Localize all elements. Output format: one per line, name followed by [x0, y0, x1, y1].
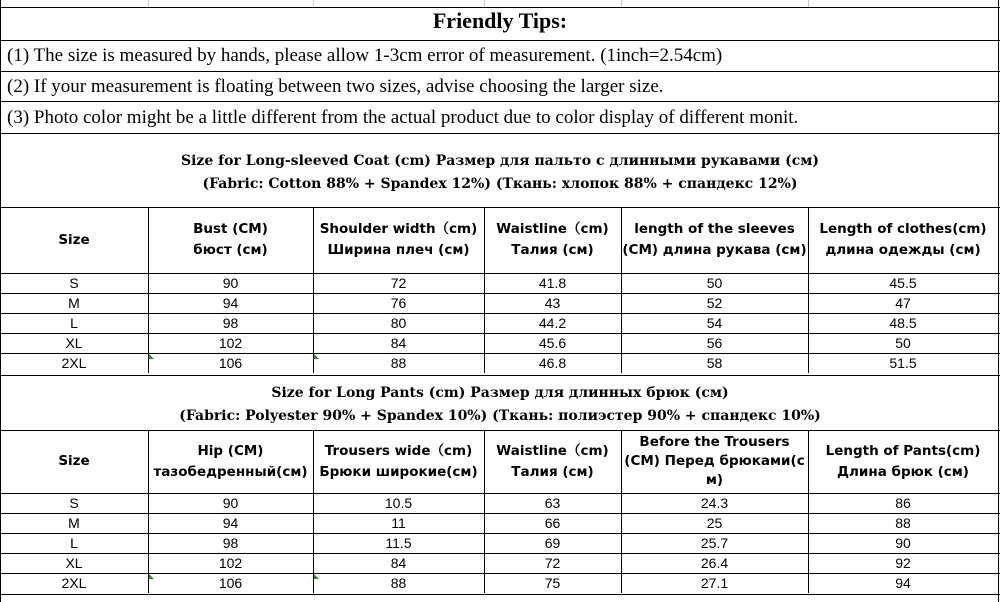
divider: [0, 40, 1000, 41]
header-label: Waistline（cm): [496, 221, 609, 237]
pants-cell: L: [70, 535, 78, 551]
coat-header-col-3: [484, 207, 621, 273]
coat-cell: 102: [218, 335, 243, 351]
pants-cell: 94: [222, 515, 239, 531]
pants-cell: 92: [895, 555, 911, 571]
coat-cell: 50: [706, 275, 723, 291]
header-label: (CM) Перед брюками(с: [624, 453, 805, 469]
coat-cell: L: [70, 315, 78, 331]
pants-cell: 26.4: [700, 555, 729, 571]
pants-cell: 86: [895, 495, 911, 511]
cell-comment-marker: [149, 354, 154, 359]
coat-cell: 52: [706, 295, 723, 311]
header-label: Length of Pants(cm): [825, 442, 981, 459]
tip-line-1: (1) The size is measured by hands, please allow 1-3cm error of measurement. (1inch=2.54cm): [7, 45, 723, 66]
coat-cell: 90: [222, 275, 239, 291]
coat-cell: 56: [706, 335, 723, 351]
coat-cell: 45.5: [889, 275, 917, 291]
grid-stub: [148, 0, 149, 7]
pants-cell: 72: [544, 555, 561, 571]
header-label: length of the sleeves: [634, 221, 795, 237]
pants-cell: 27.1: [700, 575, 729, 591]
coat-cell: 84: [390, 335, 407, 351]
coat-cell: 2XL: [61, 355, 87, 371]
pants-header-col-4: [621, 430, 808, 493]
coat-header-col-4: [621, 207, 808, 273]
coat-cell: 58: [706, 355, 723, 371]
header-label: Size: [58, 453, 90, 469]
pants-cell: 98: [222, 535, 239, 551]
coat-title: Size for Long-sleeved Coat (cm) Размер для пальто с длинными рукавами (см): [180, 153, 820, 169]
coat-cell: 41.8: [538, 275, 567, 291]
pants-header-col-2: [313, 430, 484, 493]
coat-cell: 50: [895, 335, 911, 351]
coat-cell: 46.8: [538, 355, 567, 371]
grid-stub: [313, 0, 314, 7]
pants-cell: 90: [895, 535, 911, 551]
pants-title: Size for Long Pants (cm) Размер для длинных брюк (см): [271, 385, 729, 401]
coat-fabric: (Fabric: Cotton 88% + Spandex 12%) (Ткань: хлопок 88% + спандекс 12%): [202, 176, 798, 192]
header-label: длина одежды (см): [825, 242, 981, 258]
pants-header-col-3: [484, 430, 621, 493]
header-label: бюст (см): [193, 242, 268, 258]
pants-cell: 75: [544, 575, 561, 591]
tip-line-3: (3) Photo color might be a little different from the actual product due to color display of different monit.: [7, 107, 799, 128]
pants-cell: 106: [218, 575, 243, 591]
coat-cell: 88: [390, 355, 407, 371]
coat-header-col-5: [808, 207, 998, 273]
divider: [0, 71, 1000, 72]
coat-cell: 45.6: [538, 335, 567, 351]
pants-cell: 90: [222, 495, 239, 511]
header-label: Талия (см): [511, 242, 594, 258]
coat-cell: M: [68, 295, 80, 311]
pants-cell: S: [69, 495, 79, 511]
cell-comment-marker: [149, 574, 154, 579]
coat-cell: XL: [65, 335, 83, 351]
pants-cell: 88: [390, 575, 407, 591]
grid-stub: [808, 0, 809, 7]
header-label: Hip (CM): [197, 442, 264, 459]
header-label: (CM) длина рукава (см): [622, 242, 807, 258]
frame-right: [998, 0, 999, 602]
coat-cell: 106: [218, 355, 243, 371]
header-label: Length of clothes(cm): [819, 221, 987, 237]
pants-cell: 63: [544, 495, 561, 511]
header-label: Size: [58, 231, 90, 248]
pants-cell: 69: [544, 535, 561, 551]
pants-cell: 84: [390, 555, 407, 571]
pants-cell: 11: [391, 515, 406, 531]
coat-cell: 51.5: [889, 355, 917, 371]
header-label: Талия (см): [511, 463, 594, 480]
cell-comment-marker: [314, 574, 319, 579]
coat-cell: 48.5: [889, 315, 917, 331]
pants-header-col-1: [148, 430, 313, 493]
divider: [0, 133, 1000, 134]
pants-fabric: (Fabric: Polyester 90% + Spandex 10%) (Ткань: полиэстер 90% + спандекс 10%): [179, 408, 821, 424]
coat-cell: 44.2: [538, 315, 567, 331]
coat-cell: 47: [895, 295, 911, 311]
coat-cell: 54: [706, 315, 723, 331]
header-label: Брюки широкие(см): [319, 463, 478, 480]
header-label: Bust (CM): [193, 221, 268, 237]
header-label: Shoulder width（cm): [319, 221, 478, 237]
grid-stub: [484, 0, 485, 7]
pants-header-col-5: [808, 430, 998, 493]
pants-cell: XL: [65, 555, 83, 571]
coat-header-col-2: [313, 207, 484, 273]
header-label: Ширина плеч (см): [327, 242, 470, 258]
coat-header-col-1: [148, 207, 313, 273]
pants-header-col-0: [0, 430, 148, 493]
pants-cell: 2XL: [61, 575, 87, 591]
coat-header-col-0: [0, 207, 148, 273]
header-label: Before the Trousers: [639, 434, 790, 450]
pants-cell: 10.5: [384, 495, 413, 511]
pants-cell: 66: [544, 515, 561, 531]
coat-cell: 94: [222, 295, 239, 311]
pants-cell: 102: [218, 555, 243, 571]
header-label: Trousers wide（cm): [324, 442, 473, 459]
pants-cell: 25: [706, 515, 723, 531]
pants-cell: M: [68, 515, 80, 531]
tips-title: Friendly Tips:: [432, 8, 568, 33]
cell-comment-marker: [314, 354, 319, 359]
divider: [0, 101, 1000, 102]
coat-cell: 72: [390, 275, 407, 291]
coat-cell: 76: [390, 295, 407, 311]
header-label: Длина брюк (см): [837, 463, 969, 480]
coat-cell: 43: [544, 295, 561, 311]
header-label: м): [705, 472, 724, 488]
coat-cell: 98: [222, 315, 239, 331]
header-label: Waistline（cm): [496, 442, 609, 459]
header-label: тазобедренный(см): [153, 463, 308, 480]
pants-cell: 24.3: [700, 495, 729, 511]
tip-line-2: (2) If your measurement is floating between two sizes, advise choosing the larger size.: [7, 76, 664, 97]
pants-cell: 94: [895, 575, 911, 591]
coat-cell: S: [69, 275, 79, 291]
divider: [0, 375, 1000, 376]
frame-bottom: [0, 594, 1000, 595]
pants-cell: 25.7: [700, 535, 729, 551]
coat-cell: 80: [390, 315, 407, 331]
pants-cell: 11.5: [385, 535, 412, 551]
pants-cell: 88: [895, 515, 911, 531]
grid-stub: [621, 0, 622, 7]
